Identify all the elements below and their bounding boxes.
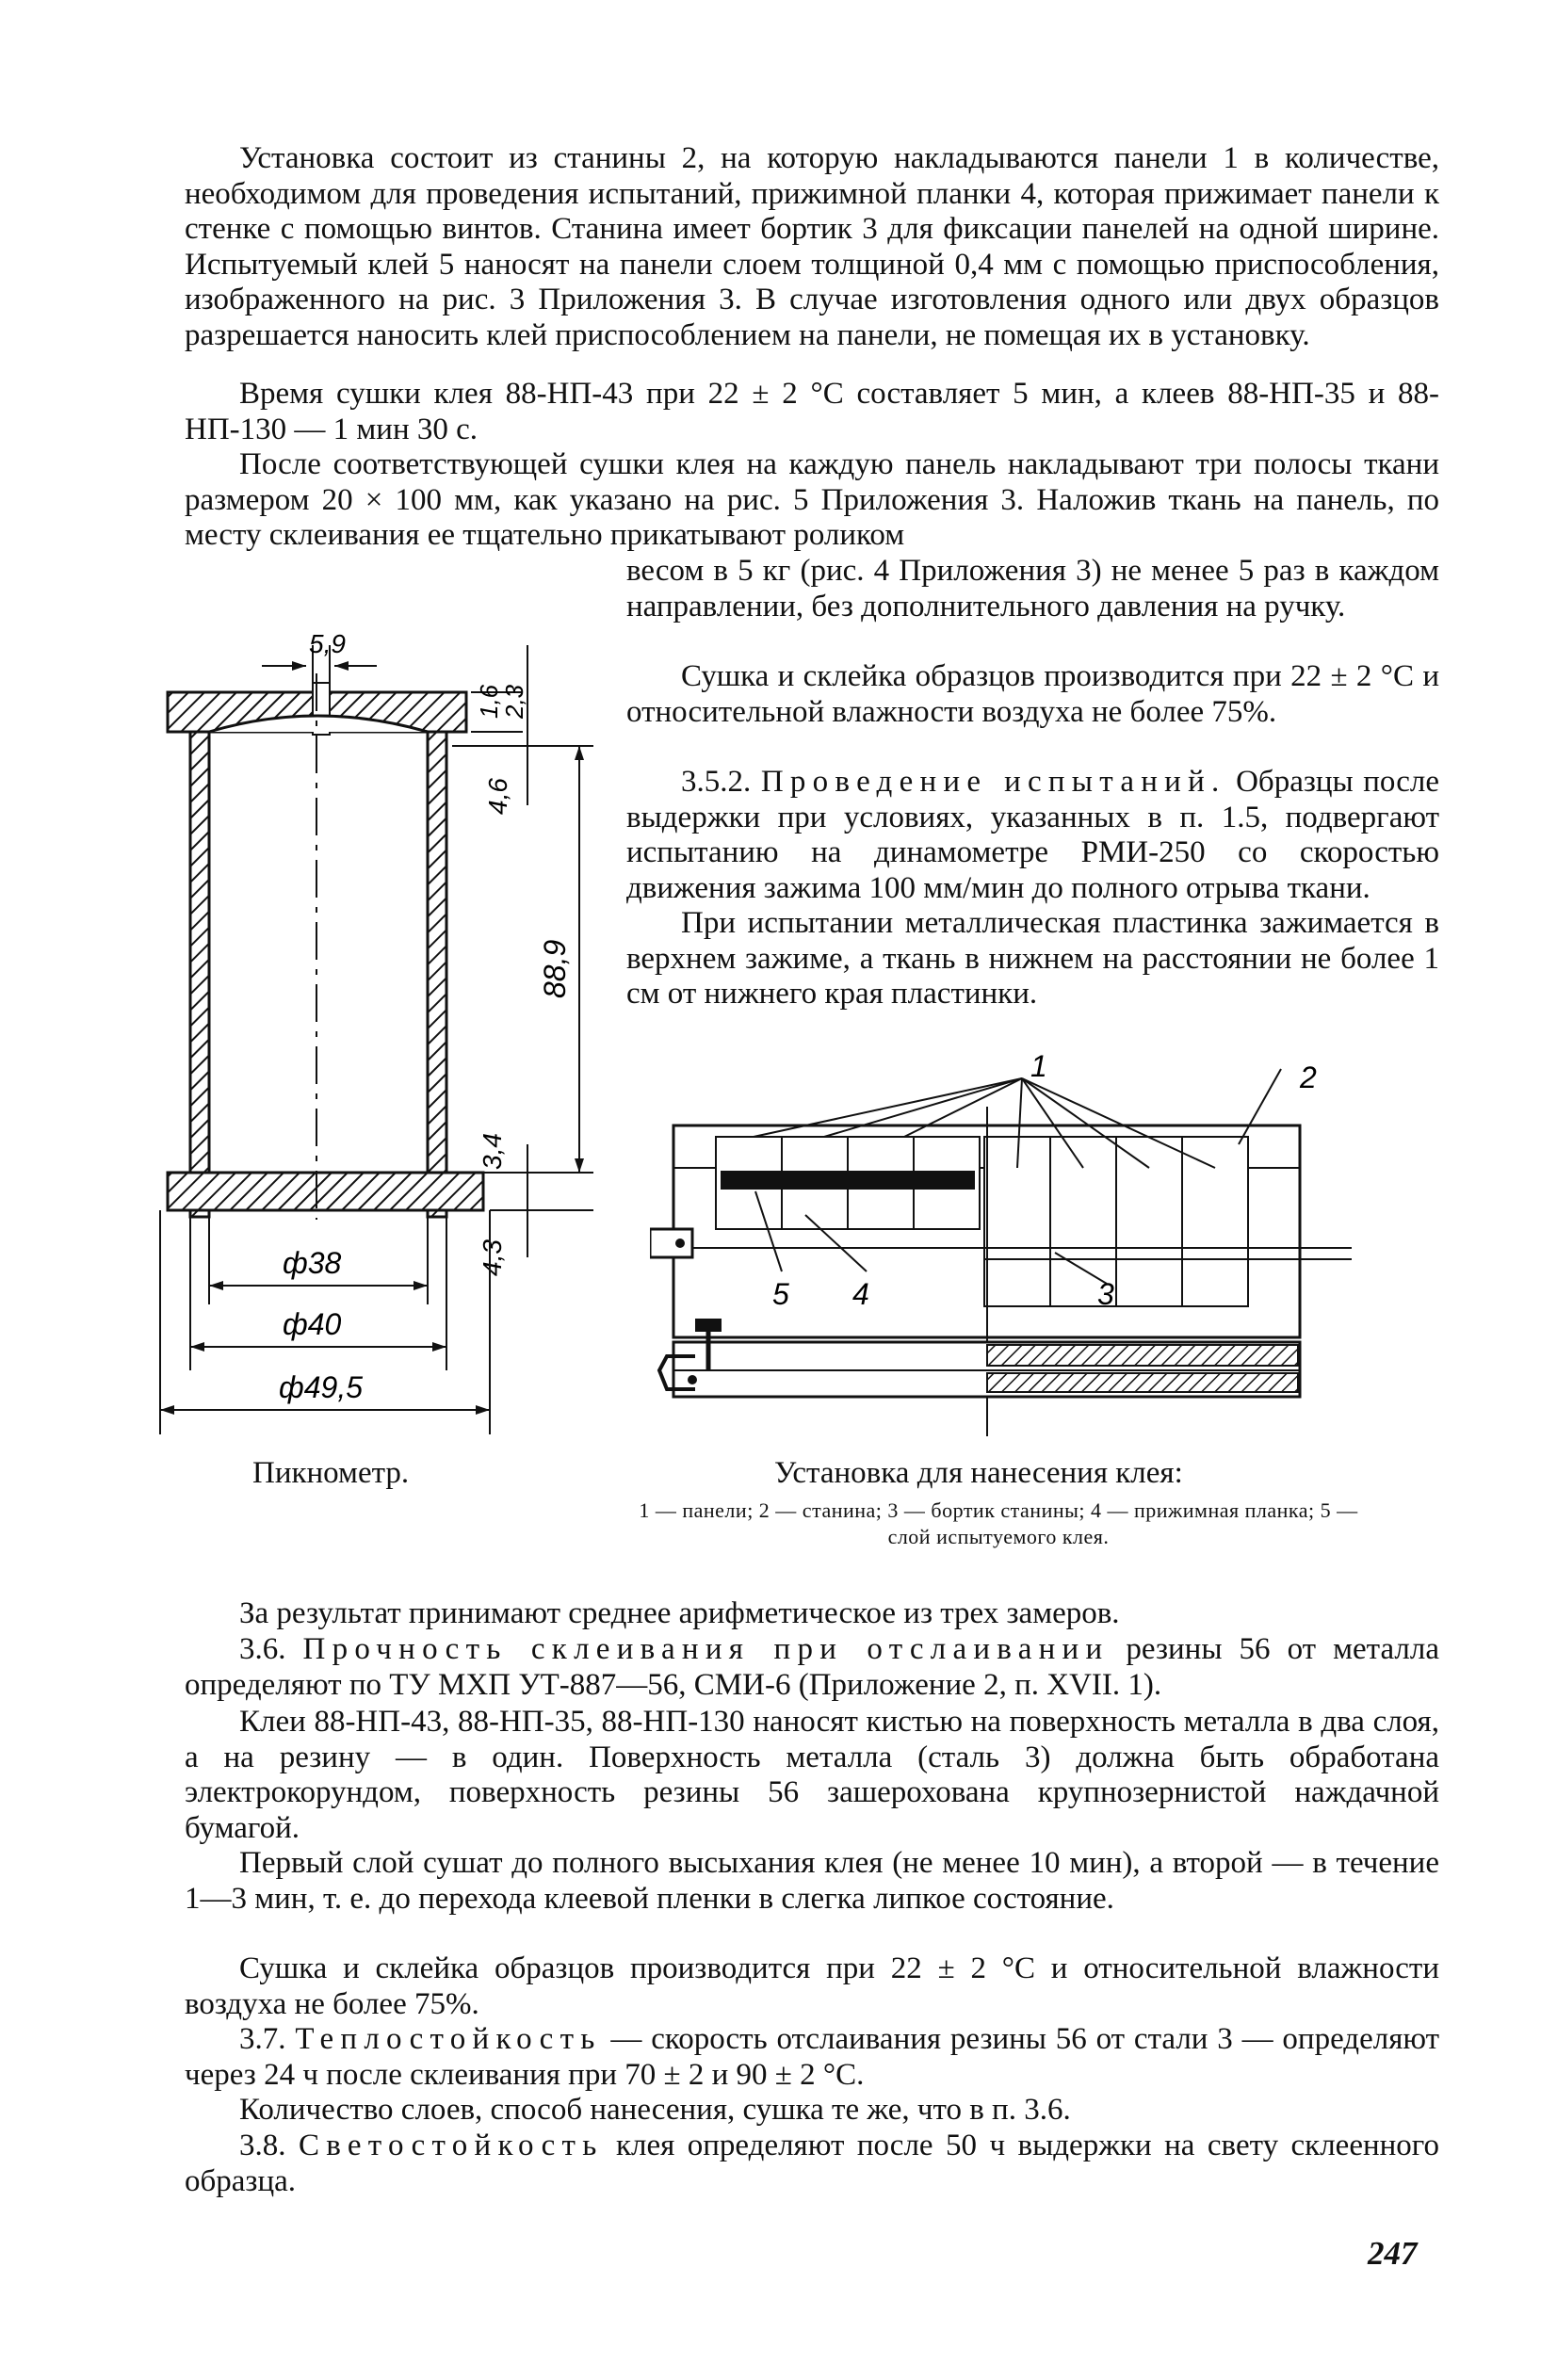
- screw-block: [650, 1229, 692, 1257]
- panel: [1116, 1137, 1182, 1306]
- label-4: 4: [852, 1277, 869, 1311]
- dim-3-4: 3,4: [478, 1133, 507, 1170]
- section-body: резины 56 от металла определяют по ТУ МХП УТ-887—56, СМИ-6 (Приложение 2, п. XVII. 1).: [185, 1632, 1439, 1702]
- paragraph-testing: [626, 765, 1439, 906]
- section-number: 3.8.: [239, 2129, 286, 2162]
- paragraph-installation: Установка состоит из станины 2, на которую накладываются панели 1 в количестве, необходимом для проведения испытаний, прижимной планки 4, которая прижимает панели к стенке с помощью винтов. Станина имеет бортик 3 для фиксации панелей на одной ширине. Испытуемый клей 5 наносят на панели слоем толщиной 0,4 мм с помощью приспособления, изображенного на рис. 3 Приложения 3. В случае изготовления одного или двух образцов разрешается наносить клей приспособлением на панели, не помещая их в установку.: [185, 141, 1439, 352]
- paragraph-application: Клеи 88-НП-43, 88-НП-35, 88-НП-130 наносят кистью на поверхность металла в два слоя, а на резину — в один. Поверхность металла (сталь 3) должна быть обработана электрокорундом, поверхность резины 56 зашерохована крупнозернистой наждачной бумагой.: [185, 1705, 1439, 1845]
- dim-dia-38: ф38: [283, 1246, 342, 1280]
- pycnometer-caption: Пикнометр.: [252, 1456, 410, 1490]
- paragraph-drying-time: Время сушки клея 88-НП-43 при 22 ± 2 °С составляет 5 мин, а клеев 88-НП-35 и 88-НП-130 — 1 мин 30 с.: [185, 377, 1439, 446]
- dim-4-3: 4,3: [478, 1239, 507, 1276]
- paragraph-fabric-strips: После соответствующей сушки клея на каждую панель накладывают три полосы ткани размером 20 × 100 мм, как указано на рис. 5 Приложения 3. Наложив ткань на панель, по месту склеивания ее тщательно прикатывают роликом: [185, 447, 1439, 552]
- paragraph-clamping: При испытании металлическая пластинка зажимается в верхнем зажиме, а ткань в нижнем на расстоянии не более 1 см от нижнего края пластинки.: [626, 906, 1439, 1011]
- label-2: 2: [1300, 1060, 1317, 1094]
- dim-4-6: 4,6: [483, 778, 512, 815]
- left-wall: [190, 732, 209, 1217]
- panel: [1182, 1137, 1248, 1306]
- paragraph-heat-resistance: [185, 2022, 1439, 2093]
- apparatus-caption: Установка для нанесения клея:: [774, 1456, 1183, 1490]
- section-number: 3.7.: [239, 2022, 286, 2056]
- paragraph-light-resistance: [185, 2129, 1439, 2199]
- section-body: клея определяют после 50 ч выдержки на свету склеенного образца.: [185, 2129, 1439, 2198]
- section-number: 3.5.2.: [681, 765, 752, 799]
- section-title-peel: Прочность склеивания при отслаивании: [302, 1632, 1110, 1666]
- section-title-testing: Проведение испытаний.: [760, 765, 1226, 799]
- right-wall: [428, 732, 446, 1217]
- dim-88-9: 88,9: [538, 939, 572, 998]
- page-number: 247: [1368, 2235, 1418, 2272]
- label-3: 3: [1097, 1277, 1114, 1311]
- dim-1-6: 1,6: [475, 684, 503, 719]
- section-number: 3.6.: [239, 1632, 286, 1666]
- apparatus-figure: [650, 1050, 1366, 1460]
- paragraph-roller-continued: весом в 5 кг (рис. 4 Приложения 3) не менее 5 раз в каждом направлении, без дополнительного давления на ручку.: [626, 554, 1439, 623]
- dim-2-3: 2,3: [500, 684, 528, 719]
- apparatus-legend: 1 — панели; 2 — станина; 3 — бортик станины; 4 — прижимная планка; 5 — слой испытуемого клея.: [639, 1498, 1358, 1548]
- label-5: 5: [772, 1277, 789, 1311]
- glue-layer: [721, 1171, 975, 1190]
- dim-dia-49-5: ф49,5: [279, 1370, 364, 1404]
- paragraph-peel-strength: [185, 1632, 1439, 1703]
- paragraph-drying-humidity: Сушка и склейка образцов производится при 22 ± 2 °С и относительной влажности воздуха не более 75%.: [185, 1951, 1439, 2021]
- section-title-heat: Теплостойкость: [295, 2022, 602, 2056]
- section-title-light: Светостойкость: [298, 2129, 604, 2162]
- paragraph-drying-conditions: Сушка и склейка образцов производится при 22 ± 2 °С и относительной влажности воздуха не более 75%.: [626, 659, 1439, 729]
- paragraph-first-layer: Первый слой сушат до полного высыхания клея (не менее 10 мин), а второй — в течение 1—3 мин, т. е. до перехода клеевой пленки в слегка липкое состояние.: [185, 1846, 1439, 1916]
- paragraph-result: За результат принимают среднее арифметическое из трех замеров.: [239, 1596, 1120, 1630]
- label-1: 1: [1030, 1050, 1047, 1083]
- dim-dia-40: ф40: [283, 1307, 342, 1341]
- section-body: Образцы после выдержки при условиях, указанных в п. 1.5, подвергают испытанию на динамометре РМИ-250 со скоростью движения зажима 100 мм/мин до полного отрыва ткани.: [626, 765, 1440, 905]
- section-body: — скорость отслаивания резины 56 от стали 3 — определяют через 24 ч после склеивания при 70 ± 2 и 90 ± 2 °С.: [185, 2022, 1440, 2092]
- pycnometer-base: [168, 1173, 483, 1210]
- pycnometer-figure: [151, 617, 622, 1469]
- dim-top-width: 5,9: [309, 629, 346, 658]
- paragraph-layers: Количество слоев, способ нанесения, сушка те же, что в п. 3.6.: [239, 2093, 1071, 2127]
